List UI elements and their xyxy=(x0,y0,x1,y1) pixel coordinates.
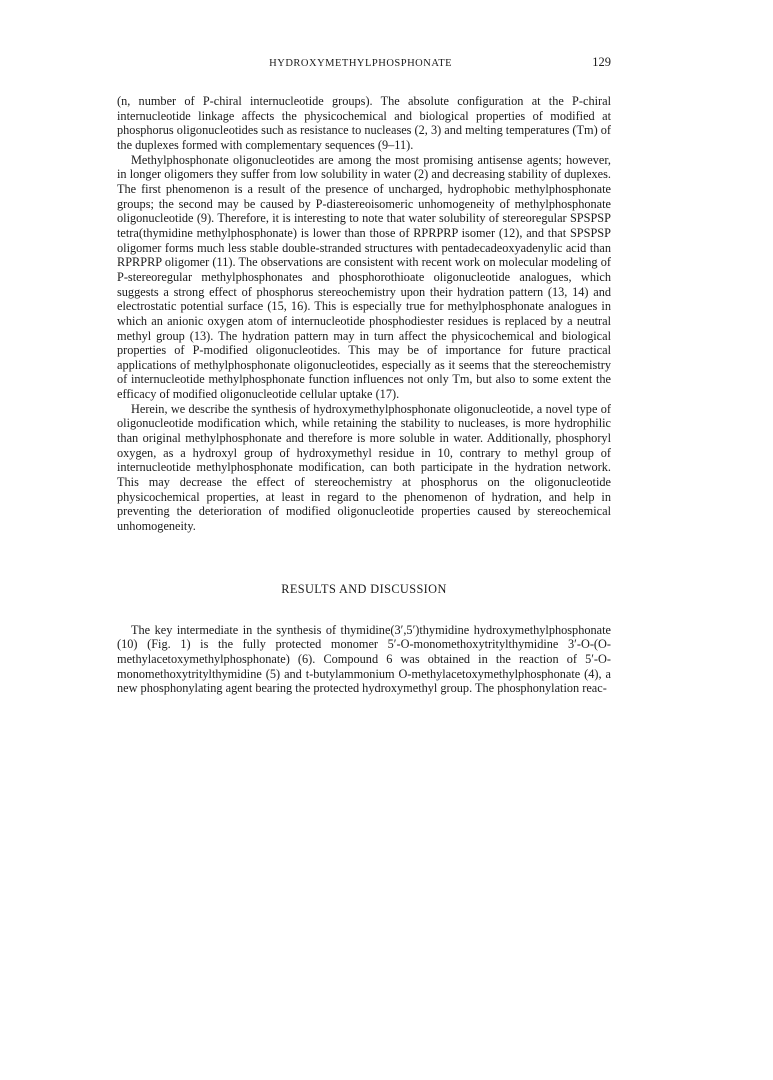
running-head xyxy=(117,55,611,73)
running-title: HYDROXYMETHYLPHOSPHONATE xyxy=(269,58,453,69)
paragraph-methylphosphonate: Methylphosphonate oligonucleotides are among the most promising antisense agents; however, in longer oligomers they suffer from low solubility in water (2) and decreasing stability of duplexes. The first phenomenon is a result of the presence of uncharged, hydrophobic methylphosphonate groups; the second may be caused by P-diastereoisomeric unhomogeneity of methylphosphonate oligonucleotide (9). Therefore, it is interesting to note that water solubility of stereoregular SPSPSP tetra(thymidine methylphosphonate) is lower than those of RPRPRP isomer (12), and that SPSPSP oligomer forms much less stable double-stranded structures with pentadecadeoxyadenylic acid than RPRPRP oligomer (11). The observations are consistent with recent work on molecular modeling of P-stereoregular methylphosphonates and phosphorothioate oligonucleotide analogues, which suggests a strong effect of phosphorus stereochemistry upon their hydration pattern (13, 14) and electrostatic potential surface (15, 16). This is especially true for methylphosphonate analogues in which an anionic oxygen atom of internucleotide phosphodiester residues is replaced by a neutral methyl group (13). The hydration pattern may in turn affect the physicochemical and biological properties of P-modified oligonucleotides. This may be of importance for future practical applications of methylphosphonate oligonucleotides, especially as it seems that the stereochemistry of internucleotide methylphosphonate function influences not only Tm, but also to some extent the efficacy of modified oligonucleotide cellular uptake (17). xyxy=(117,152,611,402)
paragraph-results: The key intermediate in the synthesis of thymidine(3′,5′)thymidine hydroxymethylphosphonate (10) (Fig. 1) is the fully protected monomer 5′-O-monomethoxytritylthymidine 3′-O-(O-methylacetoxymethylphosphonate) (6). Compound 6 was obtained in the reaction of 5′-O-monomethoxytritylthymidine (5) and t-butylammonium O-methylacetoxymethylphosphonate (4), a new phosphonylating agent bearing the protected hydroxymethyl group. The phosphonylation reac- xyxy=(117,622,611,696)
page-number: 129 xyxy=(592,55,611,69)
paragraph-herein: Herein, we describe the synthesis of hydroxymethylphosphonate oligonucleotide, a novel type of oligonucleotide modification which, while retaining the stability to nucleases, is more hydrophilic than original methylphosphonate and therefore is more soluble in water. Additionally, phosphoryl oxygen, as a hydroxyl group of hydroxymethyl residue in 10, contrary to methyl group of internucleotide methylphosphonate modification, can both participate in the hydration network. This may decrease the effect of stereochemistry at phosphorus on the oligonucleotide physicochemical properties, at least in regard to the phenomenon of hydration, and help in preventing the deterioration of modified oligonucleotide properties caused by stereochemical unhomogeneity. xyxy=(117,401,611,534)
paper-page xyxy=(117,55,611,696)
paragraph-continued: (n, number of P-chiral internucleotide groups). The absolute configuration at the P-chiral internucleotide linkage affects the physicochemical and biological properties of modified at phosphorus oligonucleotides such as resistance to nucleases (2, 3) and melting temperatures (Tm) of the duplexes formed with complementary sequences (9–11). xyxy=(117,94,611,152)
section-heading: RESULTS AND DISCUSSION xyxy=(281,581,447,596)
